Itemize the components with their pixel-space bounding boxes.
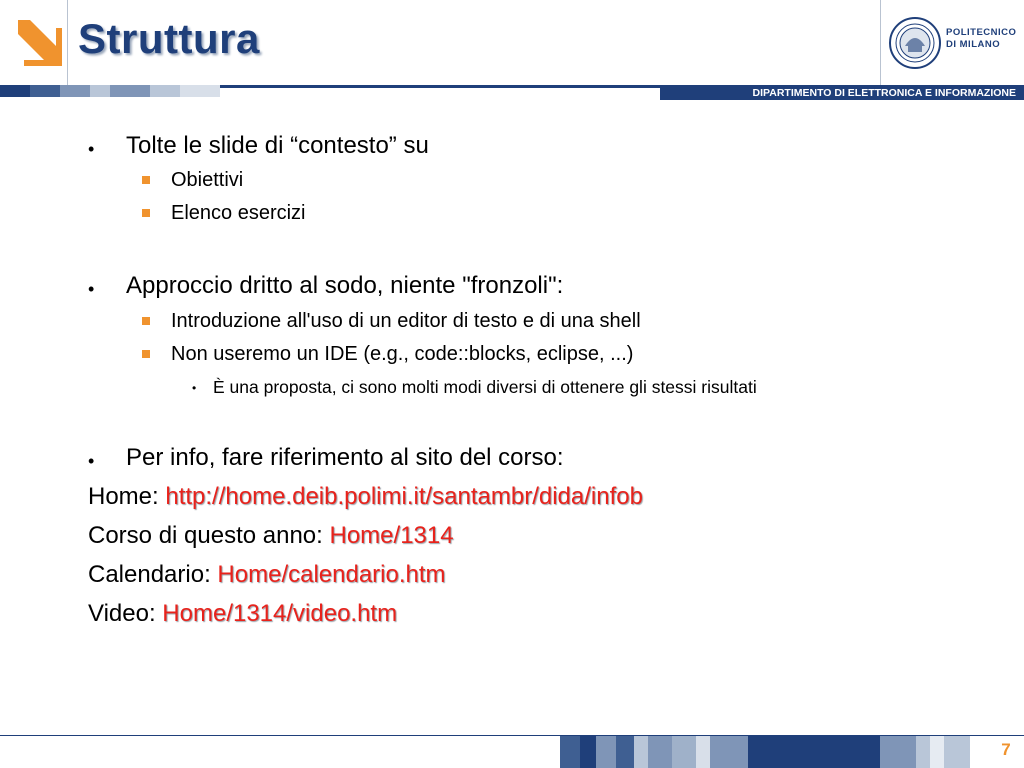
home-link[interactable]: http://home.deib.polimi.it/santambr/dida/infob (165, 483, 643, 510)
small-bullet-dot: • (192, 381, 197, 395)
square-bullet (142, 209, 150, 217)
page-number: 7 (1001, 740, 1011, 759)
sub-bullet-ide: Non useremo un IDE (e.g., code::blocks, eclipse, ...) (171, 343, 634, 365)
square-bullet (142, 317, 150, 325)
department-banner: DIPARTIMENTO DI ELETTRONICA E INFORMAZIONE (660, 86, 1024, 100)
square-bullet (142, 176, 150, 184)
video-line (88, 600, 397, 628)
sub-bullet-elenco-esercizi: Elenco esercizi (171, 202, 306, 224)
calendario-line (88, 561, 446, 589)
sub-sub-bullet-proposta: È una proposta, ci sono molti modi diversi di ottenere gli stessi risultati (213, 377, 757, 397)
corso-line (88, 522, 454, 550)
corso-label: Corso di questo anno: (88, 522, 330, 549)
sub-bullet-obiettivi: Obiettivi (171, 169, 244, 191)
bullet-dot: • (88, 139, 95, 159)
university-name-line1: POLITECNICO (946, 27, 1017, 38)
video-link[interactable]: Home/1314/video.htm (162, 600, 398, 627)
bullet-2-text: Approccio dritto al sodo, niente "fronzoli": (126, 272, 564, 299)
slide-title: Struttura (78, 15, 260, 62)
bullet-1-text: Tolte le slide di “contesto” su (126, 132, 429, 159)
video-label: Video: (88, 600, 163, 627)
bullet-3-text: Per info, fare riferimento al sito del corso: (126, 444, 564, 471)
square-bullet (142, 350, 150, 358)
university-name-line2: DI MILANO (946, 39, 1001, 50)
home-label: Home: (88, 483, 166, 510)
sub-bullet-introduzione: Introduzione all'uso di un editor di testo e di una shell (171, 310, 641, 332)
home-line (88, 483, 643, 511)
corso-link[interactable]: Home/1314 (329, 522, 454, 549)
calendario-label: Calendario: (88, 561, 218, 588)
bullet-dot: • (88, 451, 95, 471)
bullet-dot: • (88, 279, 95, 299)
calendario-link[interactable]: Home/calendario.htm (217, 561, 446, 588)
